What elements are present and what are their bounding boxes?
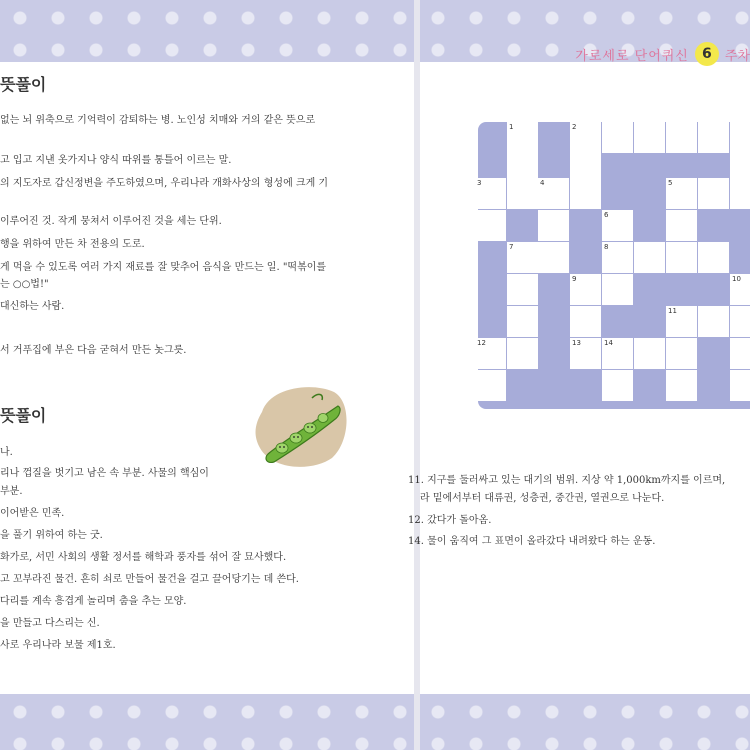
cell-number: 1 xyxy=(509,123,514,131)
clue-line: 의 지도자로 갑신정변을 주도하였으며, 우리나라 개화사상의 형성에 크게 기 xyxy=(0,178,329,189)
grid-cell[interactable] xyxy=(507,242,538,273)
cell-number: 13 xyxy=(572,339,581,347)
grid-cell[interactable] xyxy=(666,306,697,337)
cell-number: 2 xyxy=(572,123,577,131)
grid-cell[interactable] xyxy=(666,210,697,241)
grid-cell[interactable] xyxy=(698,122,729,153)
bottom-decorative-band xyxy=(0,694,750,750)
header-title: 가로세로 단어퀴신 xyxy=(575,48,689,64)
grid-cell[interactable] xyxy=(698,178,729,209)
grid-cell[interactable] xyxy=(666,178,697,209)
grid-cell[interactable] xyxy=(507,148,538,179)
cell-number: 3 xyxy=(477,179,482,187)
crossword-grid xyxy=(478,122,750,409)
grid-cell[interactable] xyxy=(634,338,665,369)
grid-cell[interactable] xyxy=(602,274,633,305)
grid-cell[interactable] xyxy=(538,242,569,273)
grid-cell[interactable] xyxy=(666,370,697,401)
clue-line: 라 밑에서부터 대류권, 성층권, 중간권, 열권으로 나눈다. xyxy=(420,493,665,504)
clue-line: 14. 물이 움직여 그 표면이 올라갔다 내려왔다 하는 운동. xyxy=(408,536,656,547)
grid-cell[interactable] xyxy=(507,338,538,369)
grid-cell[interactable] xyxy=(475,210,506,241)
header-tail: 주차 xyxy=(724,48,750,64)
grid-cell[interactable] xyxy=(570,178,601,209)
clue-line: 대신하는 사람. xyxy=(0,301,65,312)
grid-cell[interactable] xyxy=(666,242,697,273)
green-bean-pod-icon xyxy=(252,382,352,472)
grid-cell[interactable] xyxy=(507,274,538,305)
grid-cell[interactable] xyxy=(570,148,601,179)
grid-cell[interactable] xyxy=(730,148,750,179)
page-gutter xyxy=(414,0,420,750)
grid-cell[interactable] xyxy=(634,242,665,273)
grid-cell[interactable] xyxy=(602,242,633,273)
clue-line: 서 거푸집에 부은 다음 굳혀서 만든 놋그릇. xyxy=(0,345,187,356)
clue-line: 없는 뇌 위축으로 기억력이 감퇴하는 병. 노인성 치매와 거의 같은 뜻으로 xyxy=(0,115,316,126)
cell-number: 4 xyxy=(540,179,545,187)
cell-number: 5 xyxy=(668,179,673,187)
grid-cell[interactable] xyxy=(602,210,633,241)
grid-cell[interactable] xyxy=(730,338,750,369)
grid-cell[interactable] xyxy=(730,274,750,305)
cell-number: 6 xyxy=(604,211,609,219)
clue-line: 부분. xyxy=(0,486,23,497)
clue-line: 나. xyxy=(0,447,13,458)
grid-cell[interactable] xyxy=(538,210,569,241)
clue-line: 는 ○○법!" xyxy=(0,279,49,290)
section2-title: 뜻풀이 xyxy=(0,406,47,425)
grid-cell[interactable] xyxy=(730,178,750,209)
grid-cell[interactable] xyxy=(475,338,506,369)
cell-number: 9 xyxy=(572,275,577,283)
clue-line: 행을 위하여 만든 차 전용의 도로. xyxy=(0,239,145,250)
cell-number: 7 xyxy=(509,243,514,251)
grid-cell[interactable] xyxy=(602,370,633,401)
clue-line: 다리를 계속 흥겹게 놀리며 춤을 추는 모양. xyxy=(0,596,187,607)
grid-cell[interactable] xyxy=(507,306,538,337)
grid-cell[interactable] xyxy=(698,242,729,273)
clue-line: 이어받은 민족. xyxy=(0,508,65,519)
grid-cell[interactable] xyxy=(666,122,697,153)
grid-cell[interactable] xyxy=(730,370,750,401)
grid-cell[interactable] xyxy=(570,338,601,369)
grid-cell[interactable] xyxy=(475,178,506,209)
grid-cell[interactable] xyxy=(507,178,538,209)
grid-cell[interactable] xyxy=(570,306,601,337)
clue-line: 고 입고 지낸 옷가지나 양식 따위를 통틀어 이르는 말. xyxy=(0,155,232,166)
clue-line: 게 먹을 수 있도록 여러 가지 재료를 잘 맞추어 음식을 만드는 일. "떡볶이를 xyxy=(0,262,327,273)
cell-number: 10 xyxy=(732,275,741,283)
grid-cell[interactable] xyxy=(698,306,729,337)
week-number-badge: 6 xyxy=(695,42,719,66)
cell-number: 12 xyxy=(477,339,486,347)
cell-number: 11 xyxy=(668,307,677,315)
clue-line: 11. 지구를 둘러싸고 있는 대기의 범위. 지상 약 1,000km까지를 이르며, xyxy=(408,475,726,486)
grid-cell[interactable] xyxy=(730,306,750,337)
cell-number: 8 xyxy=(604,243,609,251)
grid-cell[interactable] xyxy=(602,122,633,153)
clue-line: 을 풀기 위하여 하는 굿. xyxy=(0,530,103,541)
clue-line: 리나 껍질을 벗기고 남은 속 부분. 사물의 핵심이 xyxy=(0,468,209,479)
grid-cell[interactable] xyxy=(570,274,601,305)
clue-line: 12. 갔다가 돌아옴. xyxy=(408,515,492,526)
grid-cell[interactable] xyxy=(538,178,569,209)
page-header xyxy=(575,42,750,66)
section1-title: 뜻풀이 xyxy=(0,75,47,94)
grid-cell[interactable] xyxy=(666,338,697,369)
grid-cell[interactable] xyxy=(634,122,665,153)
cell-number: 14 xyxy=(604,339,613,347)
clue-line: 이루어진 것. 작게 뭉쳐서 이루어진 것을 세는 단위. xyxy=(0,216,222,227)
clue-line: 사로 우리나라 보물 제1호. xyxy=(0,640,116,651)
grid-cell[interactable] xyxy=(602,338,633,369)
clue-line: 화가로, 서민 사회의 생활 정서를 해학과 풍자를 섞어 잘 묘사했다. xyxy=(0,552,287,563)
clue-line: 을 만들고 다스리는 신. xyxy=(0,618,100,629)
clue-line: 고 꼬부라진 물건. 흔히 쇠로 만들어 물건을 걸고 끌어당기는 데 쓴다. xyxy=(0,574,299,585)
grid-cell[interactable] xyxy=(475,370,506,401)
